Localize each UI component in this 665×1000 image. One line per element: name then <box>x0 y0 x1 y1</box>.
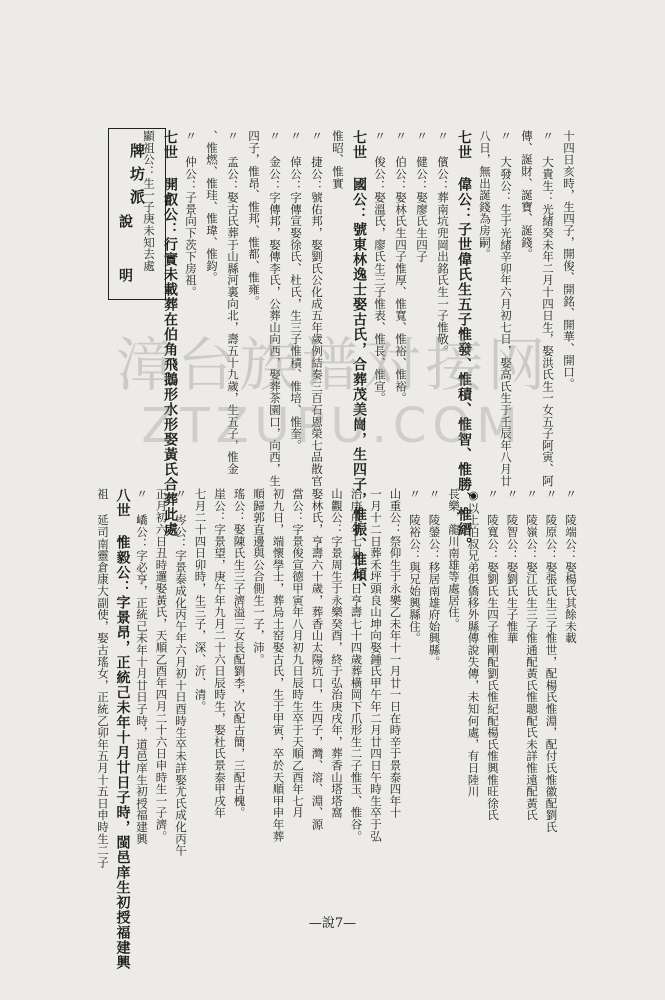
text-column: ◉以上伯叔兄弟俱僑移外縣傳說失傳，未知何處，有日陸川 <box>466 488 481 798</box>
text-column: 初九日，端懷學士，葬烏土窑娶古氏，生于甲寅，卒於天順甲申年葬 <box>271 488 286 842</box>
text-column: 〃 倬公：字傳宣娶徐氏、杜氏，生三子惟積、惟培、惟奎。 <box>289 130 303 452</box>
text-column: 四子，惟昂、惟邦、惟都、惟雍。 <box>247 130 261 307</box>
text-column: 〃 陵裕公：與兄始興縣住。 <box>408 488 422 644</box>
text-column: 傳、誕財、誕寶、誕錢。 <box>520 130 534 260</box>
text-column: 〃 陵鎣公：移居南雄府始興縣。 <box>427 488 442 668</box>
section-title: 牌坊派 <box>128 143 146 212</box>
text-column: 〃 俊公：娶溫氏，廖氏生三子惟表、惟長、惟宣。 <box>373 130 387 404</box>
text-column: 八世 惟毅公：字景昂，正統己未年十月廿日子時，閩邑庠生初授福建興 <box>114 488 131 970</box>
text-column: 娶林氏，亨壽六十歲，葬香山太陽坑口，生四子，灣、溶、淵、源 <box>310 488 325 831</box>
text-column: 山重公：祭仰生于永樂乙未年十一月廿一日在時辛于景泰四年十 <box>388 488 403 819</box>
text-column: 一月十二日葬禾坪頭良山坤向娶鍾氏甲午年二月廿四日午時生卒于弘 <box>369 488 383 842</box>
text-column: 〃 儐公：葬南坑兜岡出銘氏生一子惟敬。 <box>436 130 450 357</box>
text-column: 〃 捷公：號佑邦，娶劉氏公化成五年歲例結奏三百石恩榮七品散官 <box>310 130 324 487</box>
text-column: 〃 陵嶺公：娶江氏生三子惟通配黃氏惟聰配氏未詳惟遠配黃氏 <box>525 488 539 821</box>
text-column: 瑤公：娶陳氏生三子濟溢三女長配劉李，次配古簡，三配古槐。 <box>232 488 247 819</box>
text-column: 崖公：字景望，庚午年九月二十六日辰時生，娶杜氏景泰甲戌年 <box>213 488 227 819</box>
text-column: 七月二十四日卯時，生三子，深、沂、清。 <box>193 488 208 713</box>
text-column: 〃 陵原公：娶張氏生三子惟世，配楊氏惟淵，配付氏惟徽配劉氏 <box>544 488 559 833</box>
text-column: 〃 大貴生：光緒癸未年二月十四日生，娶洪氏生一女五子阿寅、阿 <box>541 130 555 487</box>
text-column: 祖 延司南靈倉康大副使，娶古瑤女，正統乙卯年五月十五日申時生二子 <box>96 488 110 869</box>
text-column: 〃 孟公：娶古氏葬于山縣河裏向北，壽五十九歲，生五子，惟金 <box>226 130 240 475</box>
text-column: 治庚戌年七月十六日亨壽七十四歲葬橫岡下爪形生二子惟玉、惟谷。 <box>349 488 364 842</box>
text-column: 惟昭、惟實 <box>331 130 345 189</box>
text-column: 〃 伯公：娶林氏生四子惟厚、惟寬、惟裕、惟裕。 <box>394 130 408 404</box>
text-column: 〃 仲公：子景向下茨下房祖。 <box>184 130 198 298</box>
page-number: —說7— <box>308 916 357 931</box>
text-column: 〃 陵端公：娶楊氏其餘未載 <box>564 488 578 644</box>
text-column: 、惟燃、惟珪、惟瑋、惟鈞。 <box>205 130 219 284</box>
text-column: 長樂，龍川南雄等處居住。 <box>447 488 461 630</box>
text-column: 〃 嶠公：字必亨，正統己未年十月廿日子時，道邑庠生初授福建興 <box>135 488 149 845</box>
text-column: 〃 陵智公：娶劉氏生子惟華 <box>505 488 520 644</box>
text-column: 十四日亥時，生四子，開俊、開銘、開華、開口。 <box>562 130 576 390</box>
watermark-url: ZTZUPU.COM <box>141 398 524 454</box>
text-column: 正月初六日丑時邏娶黃氏，天順乙酉年四月二十六日申時生一子濟。 <box>154 488 169 842</box>
text-column: 〃 大發公：生于光緒辛卯年六月初七日，娶高氏生于壬辰年八月廿 <box>499 130 513 487</box>
text-column: 〃 岑公：字景泰成化丙午年六月初十日酉時生卒未詳娶尤氏成化丙午 <box>174 488 188 857</box>
text-column: 山觀公：字景周生于永樂癸酉，終于弘治庚戌年，葬香山塔塔窩 <box>330 488 344 819</box>
text-column: 顯祖公：生一子庚未知去處 <box>142 130 156 272</box>
text-column: 八日，無出誕錢為房嗣。 <box>478 130 492 260</box>
text-column: 順歸郭直邊與公合側生一子，沛。 <box>252 488 266 665</box>
text-column: 七世 國公：號東林逸士娶古氏，合葬茂美崗，生四子，惟振、惟傾、 <box>351 130 367 597</box>
text-column: 〃 陵寬公：娶劉氏生四子惟剛配劉氏惟紀配楊氏惟興惟旺徐氏 <box>486 488 500 821</box>
section-subtitle: 說 明 <box>117 214 133 294</box>
text-column: 〃 金公：字傳邦，娶傳李氏，公葬山向西，娶葬茶園口，向西，生 <box>268 130 282 487</box>
text-column: 七世 開叡公：行實未載葬在伯角飛鵝形水形娶黃氏合葬此處 <box>162 130 178 537</box>
text-column: 當公：字景俊宣德甲寅年八月初九日辰時生卒于天順乙酉年七月 <box>291 488 305 819</box>
text-column: 〃 健公：娶廖氏生四子 <box>415 130 429 263</box>
text-column: 七世 偉公：子世偉氏生五子惟發、惟積、惟智、惟勝、惟縉。 <box>456 130 472 552</box>
watermark: 漳台族谱对接网 <box>115 331 550 399</box>
